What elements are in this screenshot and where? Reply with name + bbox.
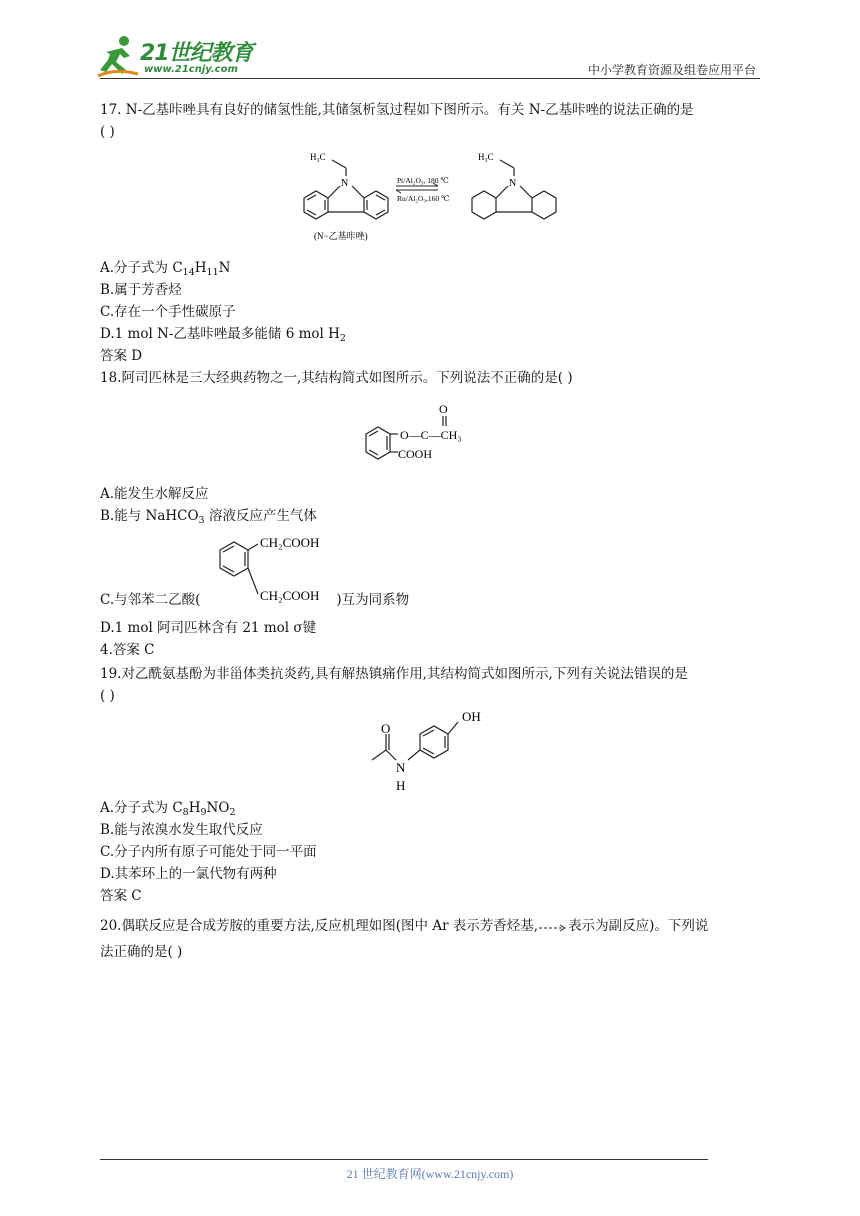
q19-option-b: B.能与浓溴水发生取代反应	[100, 822, 263, 838]
paracetamol-h: H	[396, 778, 406, 793]
diacid-top-group: CH₂COOH	[260, 535, 320, 550]
q17-option-d: D.1 mol N-乙基咔唑最多能储 6 mol $H_2$	[100, 326, 346, 344]
header-divider	[100, 78, 760, 79]
q17-option-b: B.属于芳香烃	[100, 282, 182, 298]
q18-option-a: A.能发生水解反应	[100, 486, 209, 502]
q19-stem-line1: 19.对乙酰氨基酚为非甾体类抗炎药,具有解热镇痛作用,其结构简式如图所示,下列有关说法错误的是	[100, 666, 688, 682]
q19-option-d: D.其苯环上的一氯代物有两种	[100, 866, 277, 882]
diacid-bottom-group: CH₂COOH	[260, 588, 320, 603]
q19-answer: 答案 C	[100, 888, 142, 904]
q18-option-c: C.与邻苯二乙酸( )互为同系物	[100, 592, 410, 608]
q20-stem-line2: 法正确的是( )	[100, 944, 183, 960]
q17-stem-line1: 17. N-乙基咔唑具有良好的储氢性能,其储氢析氢过程如下图所示。有关 N-乙基咔唑的说法正确的是	[100, 102, 694, 118]
aspirin-chain: O—C—CH₃	[400, 428, 462, 442]
q18-stem: 18.阿司匹林是三大经典药物之一,其结构简式如图所示。下列说法不正确的是( )	[100, 370, 573, 386]
q18-option-b: B.能与 NaHCO$_3$ 溶液反应产生气体	[100, 508, 317, 526]
paracetamol-n: N	[396, 760, 406, 775]
q17-option-a: A.分子式为 $C_{14}H_{11}N$	[100, 260, 231, 278]
q17-answer: 答案 D	[100, 348, 143, 364]
phenylenediacetic-acid-structure	[212, 534, 352, 606]
q17-option-c: C.存在一个手性碳原子	[100, 304, 236, 320]
q17-reverse-cond: Ru/Al₂O₃,160 ℃	[397, 194, 450, 203]
platform-name: 中小学教育资源及组卷应用平台	[587, 63, 756, 77]
q19-stem-line2: ( )	[100, 688, 115, 704]
paracetamol-oh: OH	[462, 709, 481, 724]
paracetamol-structure	[368, 704, 498, 796]
q19-option-c: C.分子内所有原子可能处于同一平面	[100, 844, 317, 860]
q17-right-n: N	[509, 178, 517, 189]
q17-forward-cond: Pt/Al₂O₃, 180 ℃	[397, 176, 449, 185]
q17-left-ch3: H₃C	[310, 152, 326, 162]
dashed-arrow-icon	[538, 922, 568, 932]
q17-right-ch3: H₃C	[478, 152, 494, 162]
q17-stem-line2: ( )	[100, 124, 115, 140]
q17-caption: (N−乙基咔唑)	[314, 231, 368, 241]
footer-text: 21 世纪教育网(www.21cnjy.com)	[346, 1167, 514, 1181]
q19-option-a: A.分子式为 $C_8H_9NO_2$	[100, 800, 236, 818]
header	[0, 0, 860, 90]
aspirin-cooh: COOH	[398, 447, 433, 461]
q18-option-d: D.1 mol 阿司匹林含有 21 mol σ键	[100, 620, 317, 636]
q17-reaction-figure	[296, 146, 596, 246]
runner-icon	[96, 34, 140, 78]
q20-stem-line1: 20.偶联反应是合成芳胺的重要方法,反应机理如图(图中 Ar 表示芳香烃基, 表示为副反应)。下列说	[100, 918, 709, 934]
aspirin-o-top: O	[439, 402, 448, 416]
footer-divider	[100, 1159, 708, 1160]
logo	[96, 34, 266, 80]
logo-main-text: 21世纪教育	[140, 41, 253, 66]
q17-left-n: N	[341, 178, 349, 189]
logo-url-text: www.21cnjy.com	[144, 64, 238, 75]
aspirin-structure	[358, 398, 508, 470]
q18-answer: 4.答案 C	[100, 642, 155, 658]
paracetamol-o: O	[381, 721, 391, 736]
